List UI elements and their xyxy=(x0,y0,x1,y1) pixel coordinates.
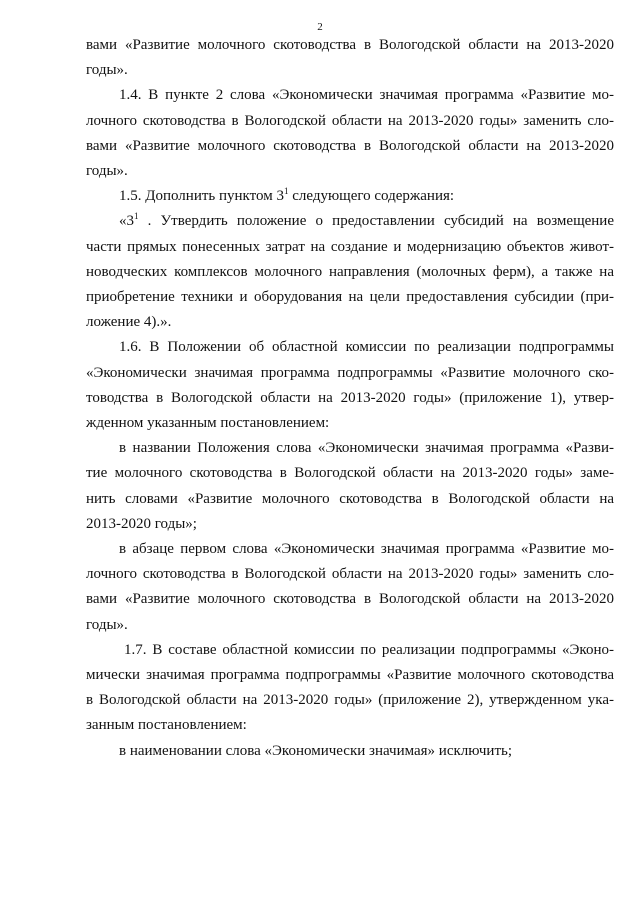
text-line: ложение 4).». xyxy=(86,314,172,331)
text-line: лочного скотоводства в Вологодской области на 2013-2020 годы» заменить сло- xyxy=(86,566,614,583)
page-number: 2 xyxy=(317,21,323,33)
text-line: в наименовании слова «Экономически значимая» исключить; xyxy=(119,742,513,759)
paragraph-title-change xyxy=(86,436,614,537)
text-line: вами «Развитие молочного скотоводства в Вологодской области на 2013-2020 xyxy=(86,137,614,154)
paragraph-continuation xyxy=(86,33,614,83)
text-fragment: «3 xyxy=(119,213,134,230)
text-line: 1.7. В составе областной комиссии по реализации подпрограммы «Эконо- xyxy=(124,641,614,658)
text-line: приобретение техники и оборудования на цели предоставления субсидии (при- xyxy=(86,289,614,306)
text-line xyxy=(86,209,614,234)
text-line: вами «Развитие молочного скотоводства в Вологодской области на 2013-2020 xyxy=(86,591,614,608)
text-line: 1.6. В Положении об областной комиссии по реализации подпрограммы xyxy=(119,339,614,356)
paragraph-item-1-5 xyxy=(86,184,614,209)
text-line: годы». xyxy=(86,62,128,79)
superscript-index: 1 xyxy=(283,186,289,197)
paragraph-item-1-4 xyxy=(86,83,614,184)
text-line: в абзаце первом слова «Экономически значимая программа «Развитие мо- xyxy=(119,541,614,558)
text-fragment: следующего содержания: xyxy=(288,188,455,205)
text-line: «Экономически значимая программа подпрограммы «Развитие молочного ско- xyxy=(86,364,614,381)
text-line: жденном указанным постановлением: xyxy=(86,415,330,432)
text-line: вами «Развитие молочного скотоводства в Вологодской области на 2013-2020 xyxy=(86,37,614,53)
text-line: лочного скотоводства в Вологодской области на 2013-2020 годы» заменить сло- xyxy=(86,112,614,129)
text-fragment: 1.5. Дополнить пунктом 3 xyxy=(119,188,284,205)
text-line: новодческих комплексов молочного направления (молочных ферм), а также на xyxy=(86,263,614,280)
text-line: в Вологодской области на 2013-2020 годы» (приложение 2), утвержденном ука- xyxy=(86,692,614,709)
text-fragment: . Утвердить положение о предоставлении субсидий на возмещение xyxy=(138,213,614,230)
paragraph-naming-exclusion xyxy=(86,739,614,764)
text-line: тие молочного скотоводства в Вологодской области на 2013-2020 годы» заме- xyxy=(86,465,614,482)
text-line: годы». xyxy=(86,163,128,180)
paragraph-quoted-item xyxy=(86,209,614,335)
text-line: части прямых понесенных затрат на создание и модернизацию объектов живот- xyxy=(86,238,614,255)
paragraph-item-1-6 xyxy=(86,335,614,436)
text-line xyxy=(86,184,614,209)
text-line: 2013-2020 годы»; xyxy=(86,515,197,532)
document-body xyxy=(86,33,614,764)
text-line: 1.4. В пункте 2 слова «Экономически значимая программа «Развитие мо- xyxy=(119,87,614,104)
text-line: нить словами «Развитие молочного скотоводства в Вологодской области на xyxy=(86,490,614,507)
text-line: занным постановлением: xyxy=(86,717,247,734)
text-line: в названии Положения слова «Экономически значимая программа «Разви- xyxy=(119,440,614,457)
text-line: товодства в Вологодской области на 2013-2020 годы» (приложение 1), утвер- xyxy=(86,389,614,406)
paragraph-item-1-7 xyxy=(86,638,614,739)
paragraph-first-abzats xyxy=(86,537,614,638)
text-line: годы». xyxy=(86,616,128,633)
text-line: мически значимая программа подпрограммы «Развитие молочного скотоводства xyxy=(86,667,614,684)
superscript-index: 1 xyxy=(134,211,139,222)
